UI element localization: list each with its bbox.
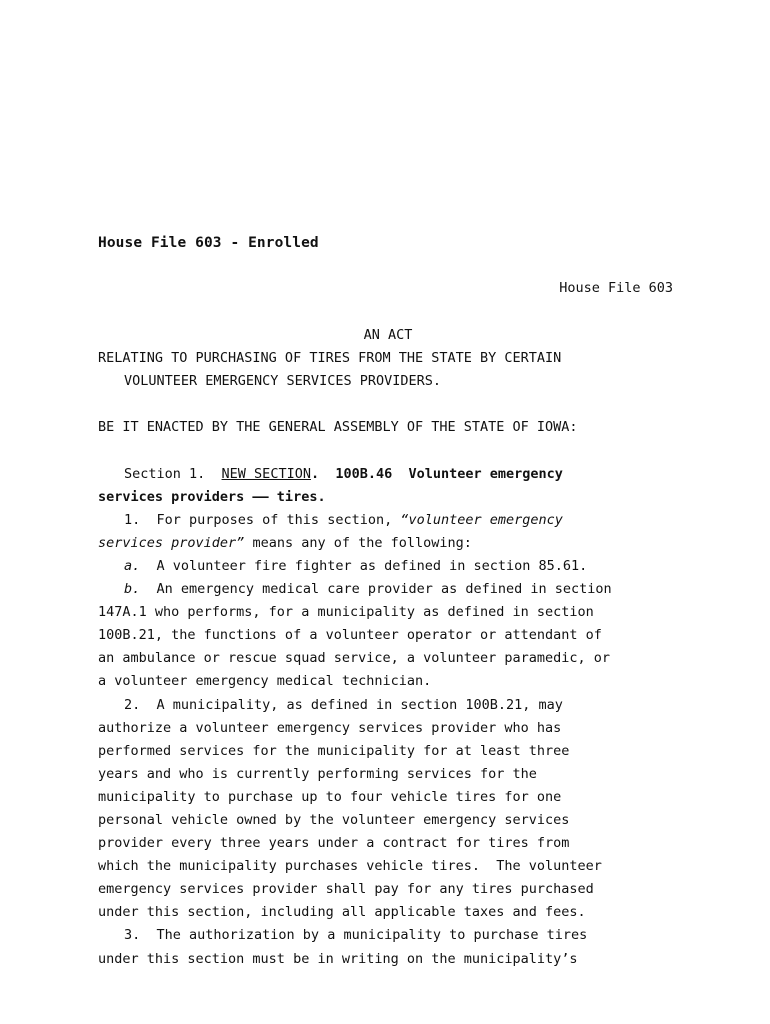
subparagraph-b-line-3: 100B.21, the functions of a volunteer operator or attendant of — [98, 627, 602, 644]
new-section-label: NEW SECTION — [221, 465, 311, 482]
paragraph-2-line-4: years and who is currently performing services for the — [98, 765, 537, 782]
section-heading — [98, 463, 678, 486]
paragraph-2-line-1: 2. A municipality, as defined in section 100B.21, may — [124, 696, 563, 713]
paragraph-3-line-1: 3. The authorization by a municipality to purchase tires — [124, 927, 588, 944]
subparagraph-b-text: An emergency medical care provider as defined in section — [140, 581, 612, 598]
p1-defined-term-a: “volunteer emergency — [400, 511, 563, 528]
code-section-title-continued: services providers —— tires. — [98, 488, 326, 505]
document-body — [98, 324, 678, 971]
paragraph-2-line-2: authorize a volunteer emergency services provider who has — [98, 719, 562, 736]
subparagraph-a-letter: a. — [124, 557, 141, 574]
relating-clause-line-1: RELATING TO PURCHASING OF TIRES FROM THE STATE BY CERTAIN — [98, 350, 562, 367]
paragraph-2-line-10: under this section, including all applicable taxes and fees. — [98, 904, 586, 921]
p1-text-a: 1. For purposes of this section, — [124, 511, 401, 528]
p1-defined-term-b: services provider” — [98, 534, 245, 551]
paragraph-2-line-7: provider every three years under a contract for tires from — [98, 835, 570, 852]
relating-clause-line-2: VOLUNTEER EMERGENCY SERVICES PROVIDERS. — [124, 373, 441, 390]
subparagraph-b-line-1 — [98, 578, 678, 601]
document-header-title: House File 603 - Enrolled — [98, 235, 319, 251]
paragraph-2-line-3: performed services for the municipality for at least three — [98, 742, 570, 759]
paragraph-2-line-9: emergency services provider shall pay for any tires purchased — [98, 881, 594, 898]
paragraph-3-line-2: under this section must be in writing on the municipality’s — [98, 950, 578, 967]
enacting-clause: BE IT ENACTED BY THE GENERAL ASSEMBLY OF THE STATE OF IOWA: — [98, 419, 578, 436]
subparagraph-b-letter: b. — [124, 581, 141, 598]
act-heading: AN ACT — [363, 327, 413, 343]
section-separator: . — [310, 465, 336, 482]
bill-number: House File 603 — [559, 280, 673, 296]
p1-text-b: means any of the following: — [244, 534, 472, 551]
subparagraph-b-line-4: an ambulance or rescue squad service, a volunteer paramedic, or — [98, 650, 611, 667]
section-lead: Section 1. — [124, 465, 222, 482]
paragraph-1-line-2 — [98, 532, 678, 555]
paragraph-2-line-8: which the municipality purchases vehicle tires. The volunteer — [98, 858, 602, 875]
subparagraph-b-line-2: 147A.1 who performs, for a municipality as defined in section — [98, 604, 594, 621]
paragraph-2-line-5: municipality to purchase up to four vehicle tires for one — [98, 788, 562, 805]
subparagraph-a — [98, 555, 678, 578]
code-section-title: 100B.46 Volunteer emergency — [335, 465, 563, 482]
paragraph-1-line-1 — [98, 509, 678, 532]
subparagraph-b-line-5: a volunteer emergency medical technician. — [98, 673, 432, 690]
subparagraph-a-text: A volunteer fire fighter as defined in section 85.61. — [140, 557, 588, 574]
paragraph-2-line-6: personal vehicle owned by the volunteer emergency services — [98, 811, 570, 828]
